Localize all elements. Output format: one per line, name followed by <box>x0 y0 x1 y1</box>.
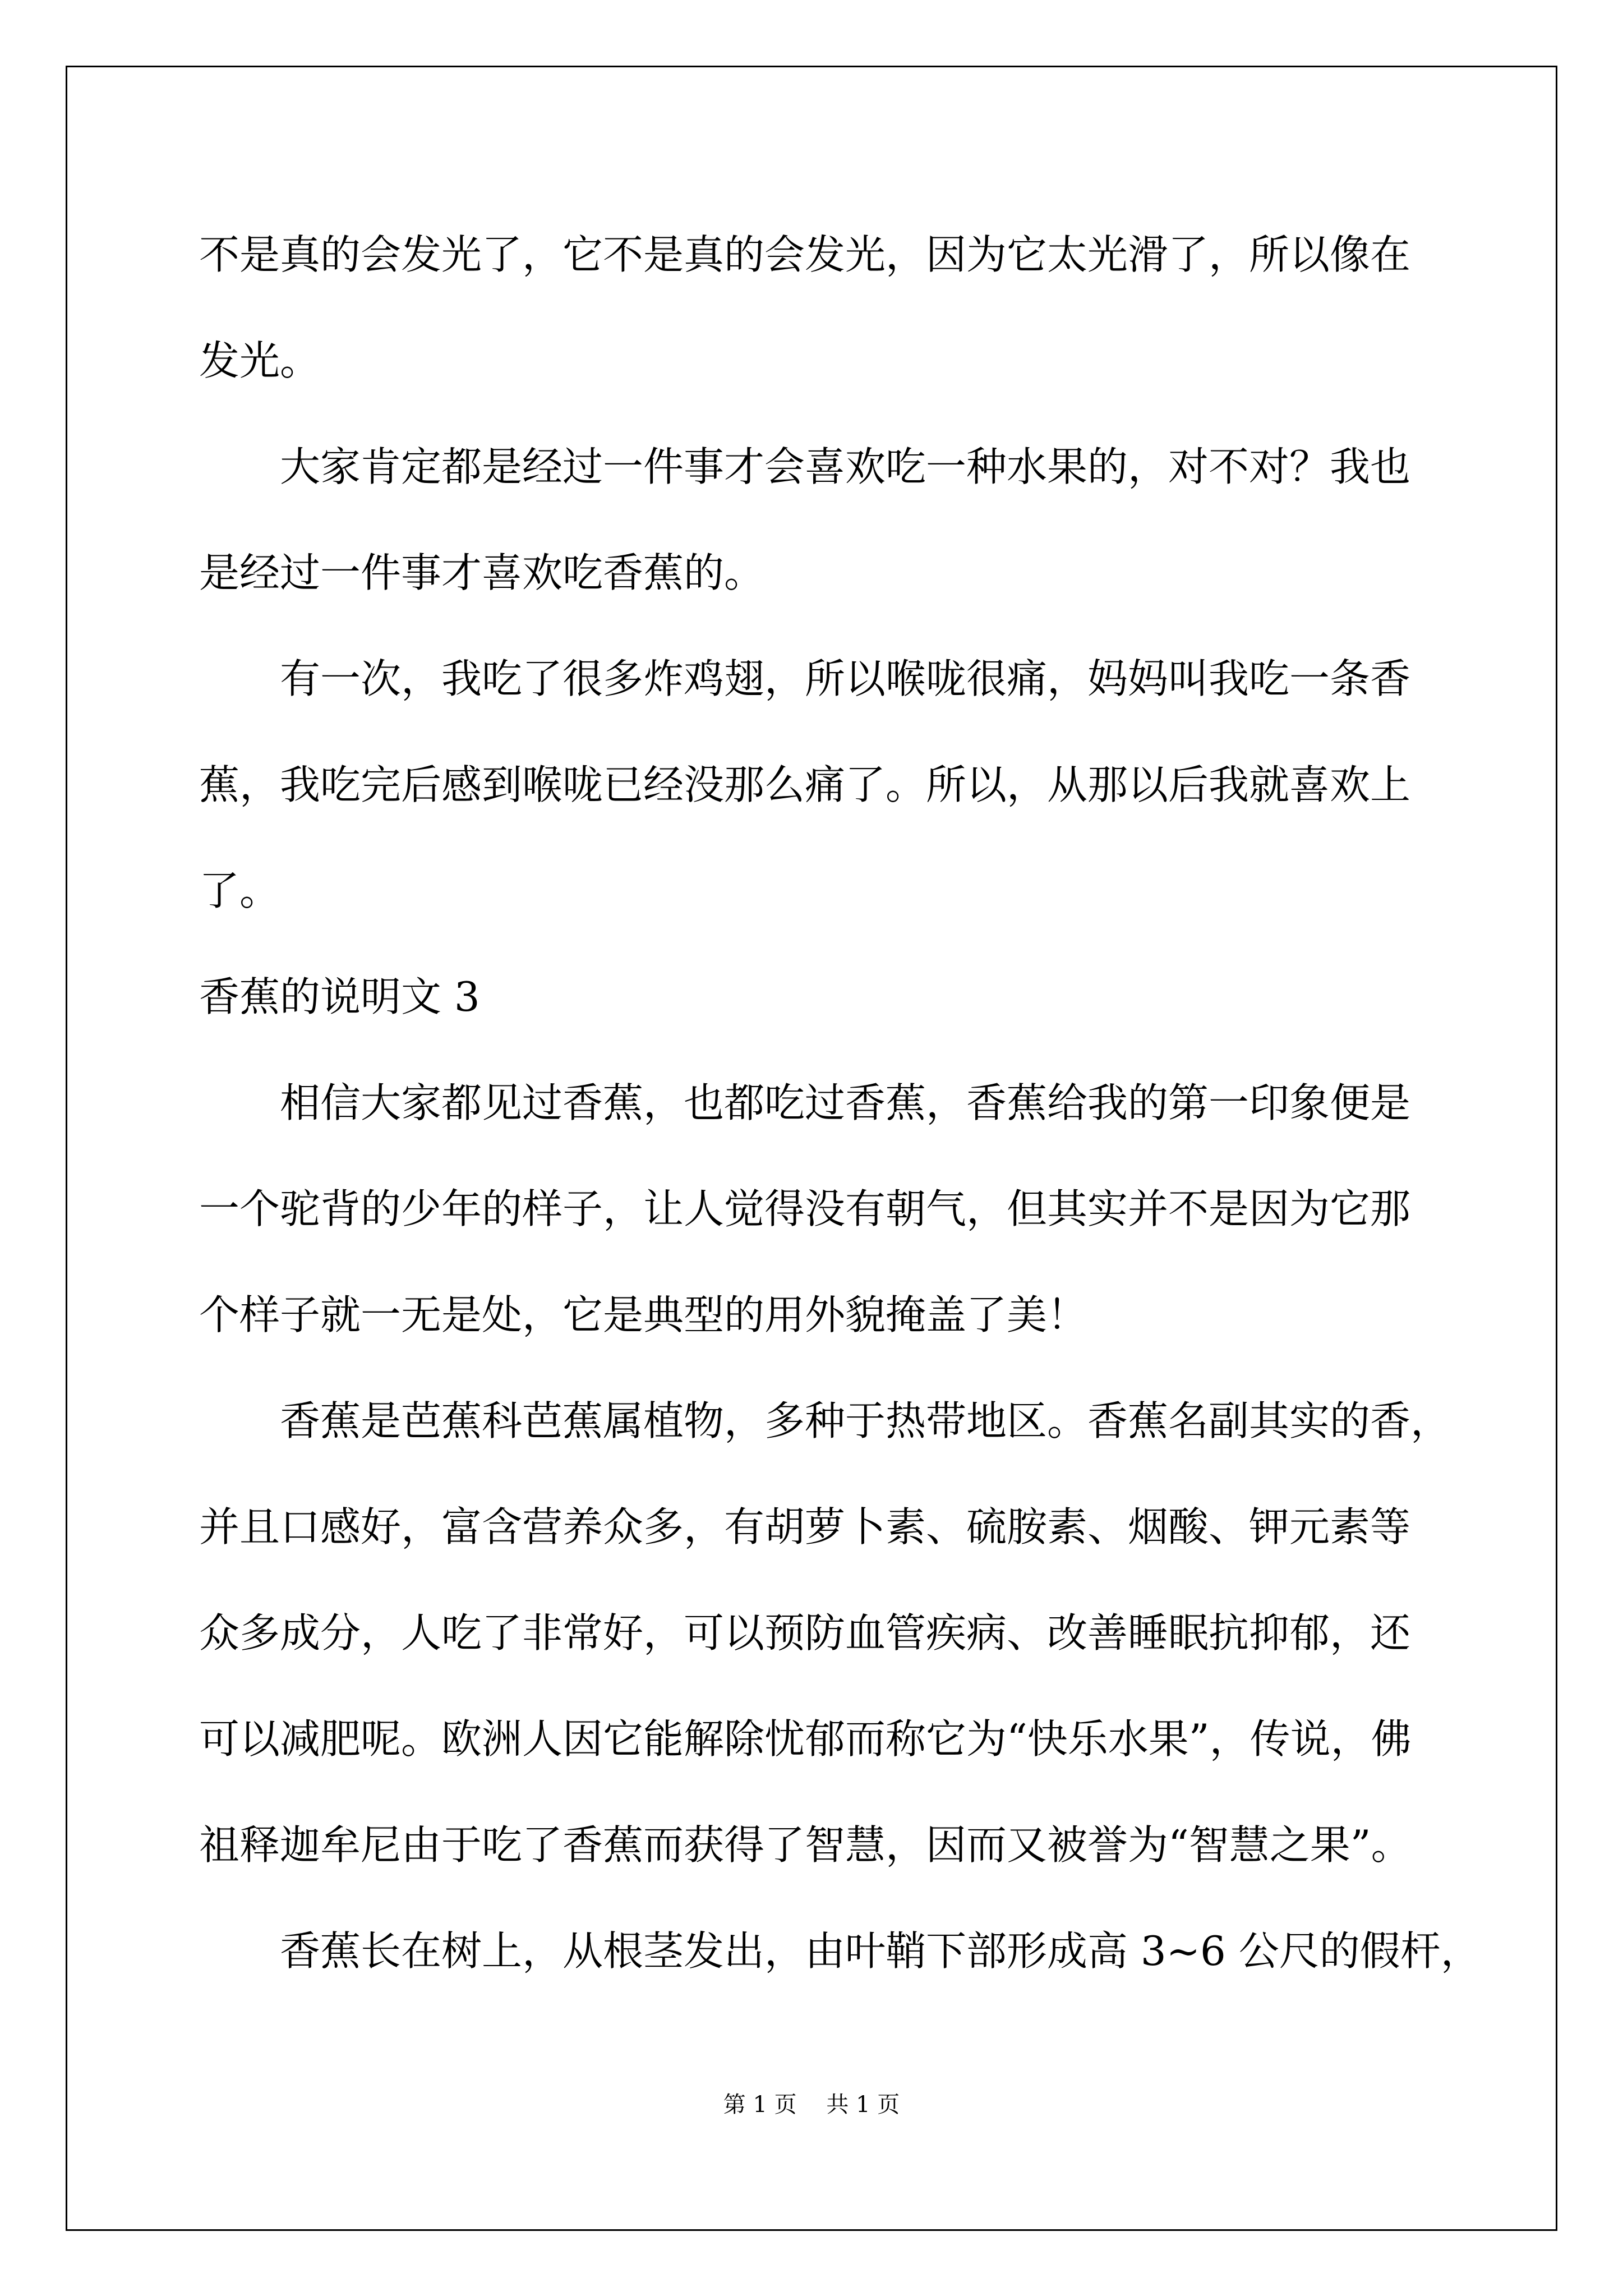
text-line: 香蕉是芭蕉科芭蕉属植物，多种于热带地区。香蕉名副其实的香， <box>280 1397 1451 1444</box>
page-number: 第 1 页 <box>723 2092 797 2118</box>
section-heading: 香蕉的说明文 3 <box>199 973 480 1020</box>
text-line: 一个驼背的少年的样子，让人觉得没有朝气，但其实并不是因为它那 <box>199 1185 1411 1232</box>
text-line: 个样子就一无是处，它是典型的用外貌掩盖了美！ <box>199 1291 1088 1338</box>
text-line: 香蕉长在树上，从根茎发出，由叶鞘下部形成高 3~6 公尺的假杆， <box>280 1927 1481 1975</box>
text-line: 不是真的会发光了，它不是真的会发光，因为它太光滑了，所以像在 <box>199 231 1411 278</box>
page-footer <box>0 2087 1623 2119</box>
text-line: 并且口感好，富含营养众多，有胡萝卜素、硫胺素、烟酸、钾元素等 <box>199 1503 1411 1550</box>
text-line: 有一次，我吃了很多炸鸡翅，所以喉咙很痛，妈妈叫我吃一条香 <box>280 655 1411 702</box>
text-line: 了。 <box>199 867 280 914</box>
text-line: 可以减肥呢。欧洲人因它能解除忧郁而称它为“快乐水果”，传说，佛 <box>199 1715 1412 1763</box>
text-line: 是经过一件事才喜欢吃香蕉的。 <box>199 549 765 596</box>
text-line: 大家肯定都是经过一件事才会喜欢吃一种水果的，对不对？我也 <box>280 443 1411 490</box>
text-line: 蕉，我吃完后感到喉咙已经没那么痛了。所以，从那以后我就喜欢上 <box>199 761 1411 808</box>
text-line: 众多成分，人吃了非常好，可以预防血管疾病、改善睡眠抗抑郁，还 <box>199 1609 1411 1657</box>
document-body <box>199 202 1481 2004</box>
text-line: 发光。 <box>199 337 321 384</box>
text-line: 祖释迦牟尼由于吃了香蕉而获得了智慧，因而又被誉为“智慧之果”。 <box>199 1821 1412 1869</box>
text-line: 相信大家都见过香蕉，也都吃过香蕉，香蕉给我的第一印象便是 <box>280 1079 1411 1126</box>
page-total: 共 1 页 <box>826 2092 900 2118</box>
